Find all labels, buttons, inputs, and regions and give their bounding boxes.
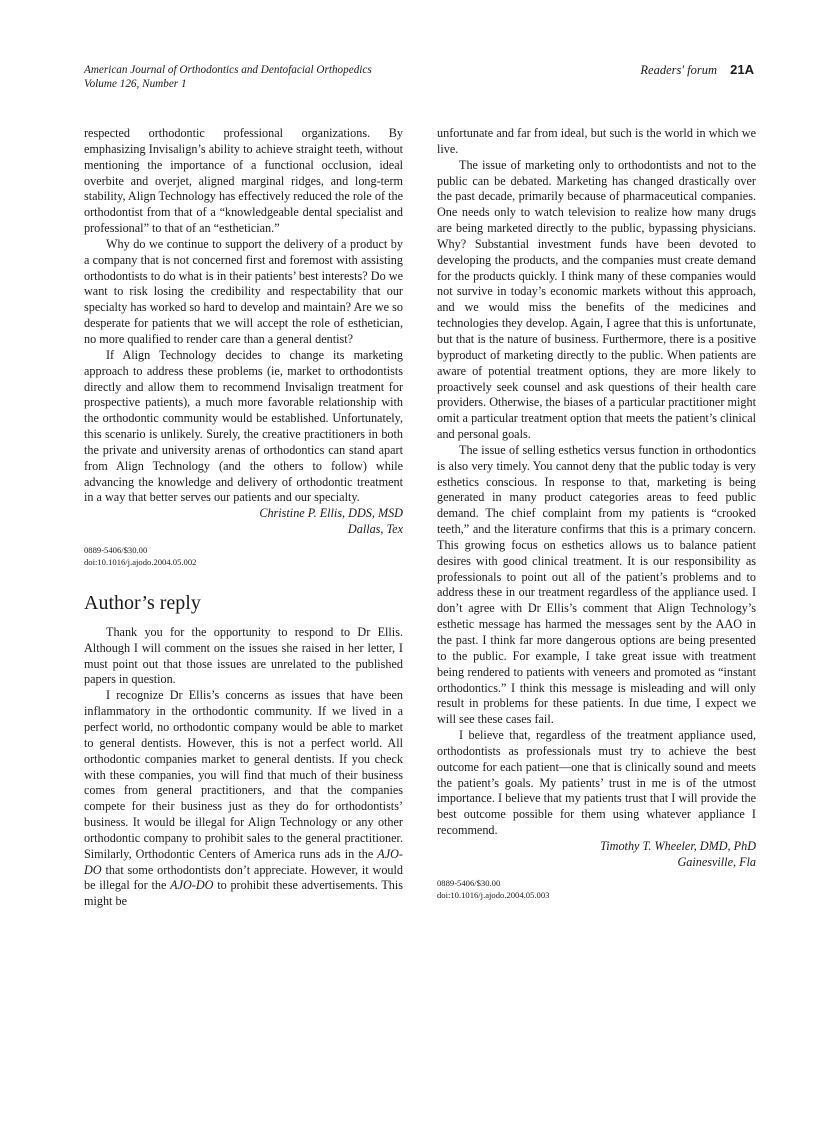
letter-paragraph: If Align Technology decides to change its marketing approach to address these problems (ie, market to orthodontists directly and allow them to recommend Invisalign treatment for prospective patients), a much more favorable relationship with the orthodontic community would be established. Unfortunately, this scenario is unlikely. Surely, the creative practitioners in both the private and university arenas of orthodontics can stand apart from Align Technology (and the others to follow) while advancing the knowledge and delivery of orthodontic treatment in a way that better serves our patients and our specialty.	[84, 347, 403, 505]
reply-paragraph: The issue of selling esthetics versus function in orthodontics is also very timely. You cannot deny that the public today is very esthetics conscious. In response to that, marketing is being generated in many product categories areas to feed public demand. The chief complaint from my patients is “crooked teeth,” and the literature confirms that this is a primary concern. This growing focus on esthetics allows us to balance patient desires with good clinical treatment. It is our responsibility as professionals to point out all of the patient’s problems and to address these in our treatment regardless of the appliance used. I don’t agree with Dr Ellis’s comment that Align Technology’s esthetic message has harmed the messages sent by the AAO in the past. I think far more dangerous options are being presented to the public. For example, I take great issue with treatment being rendered to patients with veneers and promoted as “instant orthodontics.” I think this message is misleading and will only result in problems for these patients. In due time, I expect we will see these cases fail.	[437, 442, 756, 727]
section-heading: Author’s reply	[84, 591, 201, 614]
letter-paragraph: respected orthodontic professional organizations. By emphasizing Invisalign’s ability to achieve straight teeth, without mentioning the importance of a functional occlusion, ideal overbite and overjet, aligned marginal ridges, and long-term stability, Align Technology has effectively reduced the role of the orthodontist from that of a “knowledgeable dental specialist and professional” to that of an “esthetician.”	[84, 126, 403, 236]
letter-signature-location: Dallas, Tex	[347, 522, 403, 537]
section-name: Readers' forum	[640, 63, 718, 77]
letter-signature-name: Christine P. Ellis, DDS, MSD	[259, 506, 403, 521]
reply-paragraph: I believe that, regardless of the treatment appliance used, orthodontists as professionals must try to achieve the best outcome for each patient—one that is clinically sound and meets the patient’s goals. My patients’ trust in me is of the utmost importance. I believe that my patients trust that I will provide the best outcome possible for them using whatever appliance I recommend.	[437, 728, 756, 838]
reply-paragraph: The issue of marketing only to orthodontists and not to the public can be debated. Marketing has changed drastically over the past decade, primarily because of pharmaceutical companies. One needs only to watch television to realize how many drugs are being marketed directly to the public, bypassing physicians. Why? Substantial investment funds have been devoted to developing the products, and the companies must create demand for the products quickly. I think many of these companies would not survive in today’s economic markets without this approach, and we would miss the benefits of the medicines and technologies they develop. Again, I agree that this is unfortunate, but that is the nature of business. Furthermore, there is a positive byproduct of marketing directly to the public. When patients are aware of potential treatment options, they are more likely to proactively seek counsel and ask questions of their health care providers. Otherwise, the biases of a particular practitioner might omit a particular treatment option that meets the patient’s clinical and personal goals.	[437, 157, 756, 442]
running-header-right	[640, 62, 754, 78]
journal-abbrev: AJO-DO	[84, 846, 403, 877]
price-code: 0889-5406/$30.00	[437, 877, 501, 888]
left-column	[84, 126, 403, 910]
reply-meta	[437, 877, 756, 901]
doi: doi:10.1016/j.ajodo.2004.05.003	[437, 889, 550, 900]
price-code: 0889-5406/$30.00	[84, 544, 148, 555]
journal-title: American Journal of Orthodontics and Dentofacial Orthopedics	[84, 64, 372, 76]
page-number: 21A	[730, 62, 754, 77]
running-header-left	[84, 63, 372, 91]
letter-meta	[84, 544, 403, 568]
right-column	[437, 126, 756, 901]
doi: doi:10.1016/j.ajodo.2004.05.002	[84, 556, 197, 567]
reply-signature-location: Gainesville, Fla	[677, 854, 756, 869]
letter-paragraph: Why do we continue to support the delivery of a product by a company that is not concerned first and foremost with assisting orthodontists to do what is in their patients’ best interests? Do we want to risk losing the credibility and respectability that our specialty has worked so hard to develop and maintain? Are we so desperate for patients that we will accept the role of esthetician, no more qualified to render care than a general dentist?	[84, 236, 403, 346]
reply-signature-name: Timothy T. Wheeler, DMD, PhD	[600, 838, 756, 853]
reply-paragraph: I recognize Dr Ellis’s concerns as issues that have been inflammatory in the orthodontic community. If we lived in a perfect world, no orthodontic company would be able to market to general dentists. However, this is not a perfect world. All orthodontic companies market to general dentists. If you check with these companies, you will find that much of their business comes from general practitioners, and that the companies compete for their business just as they do for orthodontists’ business. It would be illegal for Align Technology or any other orthodontic company to prohibit sales to the general practitioner. Similarly, Orthodontic Centers of America runs ads in the AJO-DO that some orthodontists don’t appreciate. However, it would be illegal for the AJO-DO to prohibit these advertisements. This might be	[84, 688, 403, 909]
volume-info: Volume 126, Number 1	[84, 78, 187, 90]
reply-paragraph: unfortunate and far from ideal, but such is the world in which we live.	[437, 126, 756, 156]
reply-paragraph: Thank you for the opportunity to respond to Dr Ellis. Although I will comment on the issues she raised in her letter, I must point out that those issues are unrelated to the published papers in question.	[84, 624, 403, 687]
journal-abbrev: AJO-DO	[170, 878, 214, 893]
